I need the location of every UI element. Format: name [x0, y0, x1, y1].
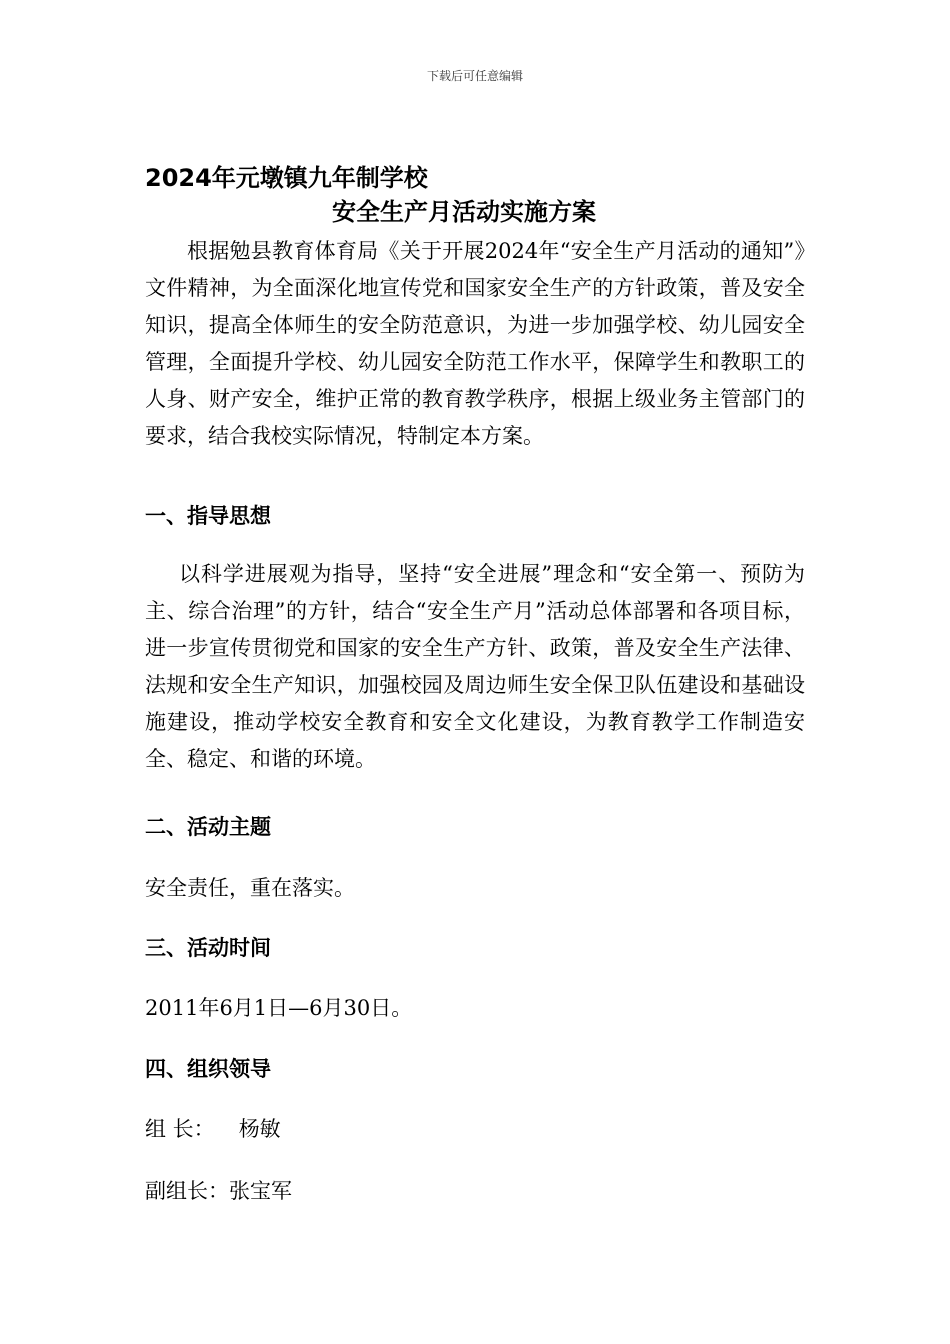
- leader-name: 杨敏: [238, 1117, 281, 1141]
- intro-paragraph: 根据勉县教育体育局《关于开展2024年“安全生产月活动的通知”》文件精神，为全面深化地宣传党和国家安全生产的方针政策，普及安全知识，提高全体师生的安全防范意识，为进一步加强学校、幼儿园安全管理，全面提升学校、幼儿园安全防范工作水平，保障学生和教职工的人身、财产安全，维护正常的教育教学秩序，根据上级业务主管部门的要求，结合我校实际情况，特制定本方案。: [145, 239, 805, 448]
- time-text: 2011年6月1日—6月30日。: [145, 996, 413, 1020]
- leader-row: [145, 1113, 281, 1143]
- guiding-paragraph: 以科学进展观为指导，坚持“安全进展”理念和“安全第一、预防为主、综合治理”的方针，结合“安全生产月”活动总体部署和各项目标，进一步宣传贯彻党和国家的安全生产方针、政策，普及安全生产法律、法规和安全生产知识，加强校园及周边师生安全保卫队伍建设和基础设施建设，推动学校安全教育和安全文化建设，为教育教学工作制造安全、稳定、和谐的环境。: [145, 562, 805, 771]
- deputy-name: 张宝军: [229, 1179, 292, 1203]
- section-heading-organization: 四、组织领导: [145, 1057, 271, 1081]
- section-heading-guiding: 一、指导思想: [145, 504, 271, 528]
- header-note: 下载后可任意编辑: [426, 69, 523, 83]
- deputy-row: [145, 1175, 292, 1205]
- deputy-label: 副组长：: [145, 1179, 229, 1203]
- leader-label: 组 长：: [145, 1117, 215, 1141]
- theme-text: 安全责任，重在落实。: [145, 876, 355, 900]
- title-line-1: 2024年元墩镇九年制学校: [145, 164, 428, 192]
- title-line-2: 安全生产月活动实施方案: [332, 198, 596, 226]
- section-heading-theme: 二、活动主题: [145, 815, 271, 839]
- section-heading-time: 三、活动时间: [145, 936, 271, 960]
